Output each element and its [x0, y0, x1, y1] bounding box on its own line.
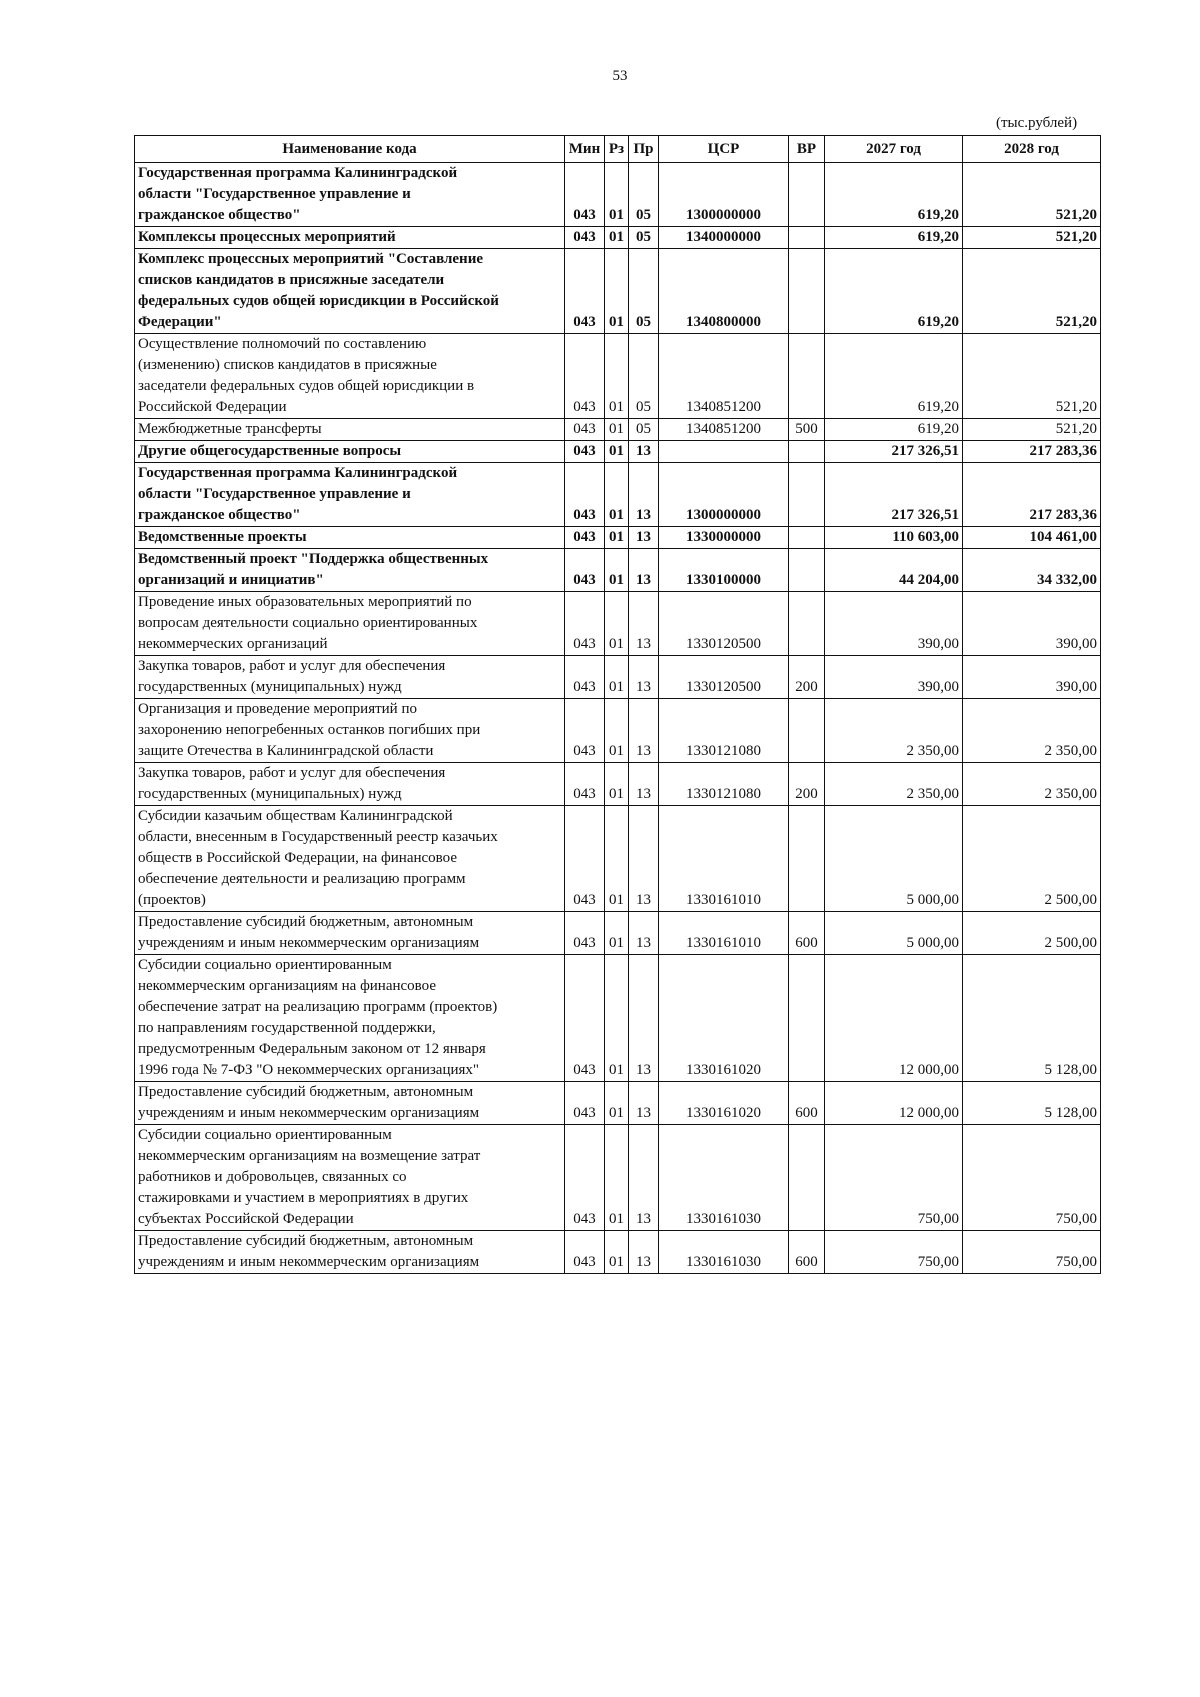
cell-2028: 390,00 — [963, 656, 1101, 699]
table-row — [135, 763, 1101, 806]
table-row — [135, 549, 1101, 592]
cell-min: 043 — [565, 163, 605, 227]
cell-vr: 600 — [789, 912, 825, 955]
cell-2028: 2 500,00 — [963, 806, 1101, 912]
cell-2027: 619,20 — [825, 419, 963, 441]
header-2028: 2028 год — [963, 136, 1101, 163]
cell-name: Субсидии казачьим обществам Калининградской области, внесенным в Государственный реестр казачьих обществ в Российской Федерации, на финансовое обеспечение деятельности и реализацию программ (проектов) — [135, 806, 565, 912]
cell-2028: 217 283,36 — [963, 441, 1101, 463]
cell-min: 043 — [565, 763, 605, 806]
cell-min: 043 — [565, 1125, 605, 1231]
cell-2028: 217 283,36 — [963, 463, 1101, 527]
cell-pr: 05 — [629, 249, 659, 334]
table-row — [135, 1231, 1101, 1274]
cell-min: 043 — [565, 441, 605, 463]
cell-2028: 750,00 — [963, 1125, 1101, 1231]
table-row — [135, 1082, 1101, 1125]
cell-rz: 01 — [605, 227, 629, 249]
cell-min: 043 — [565, 549, 605, 592]
cell-vr: 200 — [789, 763, 825, 806]
cell-pr: 13 — [629, 656, 659, 699]
cell-min: 043 — [565, 1082, 605, 1125]
cell-2028: 390,00 — [963, 592, 1101, 656]
table-row — [135, 1125, 1101, 1231]
cell-vr — [789, 527, 825, 549]
cell-2028: 521,20 — [963, 227, 1101, 249]
cell-min: 043 — [565, 955, 605, 1082]
cell-csr: 1340000000 — [659, 227, 789, 249]
cell-vr — [789, 592, 825, 656]
cell-name: Проведение иных образовательных мероприятий по вопросам деятельности социально ориентированных некоммерческих организаций — [135, 592, 565, 656]
cell-2028: 5 128,00 — [963, 1082, 1101, 1125]
cell-vr: 600 — [789, 1231, 825, 1274]
cell-pr: 13 — [629, 1231, 659, 1274]
cell-rz: 01 — [605, 763, 629, 806]
cell-rz: 01 — [605, 592, 629, 656]
table-row — [135, 955, 1101, 1082]
cell-pr: 13 — [629, 1082, 659, 1125]
table-row — [135, 699, 1101, 763]
cell-2027: 619,20 — [825, 334, 963, 419]
cell-2027: 12 000,00 — [825, 1082, 963, 1125]
cell-2028: 2 500,00 — [963, 912, 1101, 955]
cell-csr: 1330161020 — [659, 955, 789, 1082]
header-rz: Рз — [605, 136, 629, 163]
cell-2028: 5 128,00 — [963, 955, 1101, 1082]
cell-2027: 217 326,51 — [825, 463, 963, 527]
cell-min: 043 — [565, 806, 605, 912]
table-row — [135, 806, 1101, 912]
cell-name: Осуществление полномочий по составлению (изменению) списков кандидатов в присяжные заседатели федеральных судов общей юрисдикции в Российской Федерации — [135, 334, 565, 419]
cell-min: 043 — [565, 463, 605, 527]
cell-2028: 2 350,00 — [963, 699, 1101, 763]
cell-csr: 1330161020 — [659, 1082, 789, 1125]
units-label: (тыс.рублей) — [996, 115, 1078, 131]
cell-pr: 13 — [629, 955, 659, 1082]
cell-csr: 1330121080 — [659, 763, 789, 806]
page-number: 53 — [612, 68, 628, 84]
cell-vr — [789, 699, 825, 763]
cell-pr: 13 — [629, 441, 659, 463]
cell-csr: 1300000000 — [659, 163, 789, 227]
cell-rz: 01 — [605, 463, 629, 527]
cell-rz: 01 — [605, 912, 629, 955]
cell-csr — [659, 441, 789, 463]
cell-pr: 05 — [629, 227, 659, 249]
cell-name: Субсидии социально ориентированным некоммерческим организациям на финансовое обеспечение затрат на реализацию программ (проектов) по направлениям государственной поддержки, предусмотренным Федеральным законом от 12 января 1996 года № 7-ФЗ "О некоммерческих организациях" — [135, 955, 565, 1082]
cell-min: 043 — [565, 1231, 605, 1274]
cell-rz: 01 — [605, 1125, 629, 1231]
cell-pr: 13 — [629, 549, 659, 592]
cell-name: Комплексы процессных мероприятий — [135, 227, 565, 249]
cell-pr: 13 — [629, 699, 659, 763]
cell-vr: 500 — [789, 419, 825, 441]
cell-2028: 521,20 — [963, 249, 1101, 334]
cell-pr: 13 — [629, 527, 659, 549]
cell-rz: 01 — [605, 419, 629, 441]
cell-name: Комплекс процессных мероприятий "Составление списков кандидатов в присяжные заседатели федеральных судов общей юрисдикции в Российской Федерации" — [135, 249, 565, 334]
cell-csr: 1330120500 — [659, 592, 789, 656]
cell-2027: 750,00 — [825, 1231, 963, 1274]
cell-name: Предоставление субсидий бюджетным, автономным учреждениям и иным некоммерческим организациям — [135, 1231, 565, 1274]
cell-csr: 1330161010 — [659, 912, 789, 955]
cell-min: 043 — [565, 527, 605, 549]
cell-2027: 2 350,00 — [825, 699, 963, 763]
cell-csr: 1330100000 — [659, 549, 789, 592]
cell-vr — [789, 806, 825, 912]
cell-rz: 01 — [605, 249, 629, 334]
cell-2027: 619,20 — [825, 163, 963, 227]
cell-rz: 01 — [605, 656, 629, 699]
cell-vr — [789, 463, 825, 527]
cell-csr: 1330121080 — [659, 699, 789, 763]
header-vr: ВР — [789, 136, 825, 163]
table-row — [135, 527, 1101, 549]
cell-vr — [789, 1125, 825, 1231]
cell-2027: 5 000,00 — [825, 806, 963, 912]
cell-name: Организация и проведение мероприятий по захоронению непогребенных останков погибших при защите Отечества в Калининградской области — [135, 699, 565, 763]
header-min: Мин — [565, 136, 605, 163]
cell-name: Предоставление субсидий бюджетным, автономным учреждениям и иным некоммерческим организациям — [135, 1082, 565, 1125]
cell-csr: 1340800000 — [659, 249, 789, 334]
table-row — [135, 592, 1101, 656]
table-row — [135, 463, 1101, 527]
cell-2027: 12 000,00 — [825, 955, 963, 1082]
cell-vr — [789, 955, 825, 1082]
cell-name: Межбюджетные трансферты — [135, 419, 565, 441]
cell-name: Государственная программа Калининградской области "Государственное управление и гражданское общество" — [135, 463, 565, 527]
cell-pr: 05 — [629, 163, 659, 227]
table-row — [135, 912, 1101, 955]
cell-rz: 01 — [605, 441, 629, 463]
cell-2027: 5 000,00 — [825, 912, 963, 955]
cell-vr — [789, 549, 825, 592]
cell-2027: 390,00 — [825, 656, 963, 699]
cell-csr: 1330161030 — [659, 1231, 789, 1274]
table-header-row — [135, 136, 1101, 163]
cell-csr: 1340851200 — [659, 419, 789, 441]
cell-csr: 1340851200 — [659, 334, 789, 419]
cell-2027: 750,00 — [825, 1125, 963, 1231]
cell-rz: 01 — [605, 806, 629, 912]
cell-rz: 01 — [605, 699, 629, 763]
cell-rz: 01 — [605, 549, 629, 592]
cell-name: Государственная программа Калининградской области "Государственное управление и гражданское общество" — [135, 163, 565, 227]
cell-2028: 521,20 — [963, 419, 1101, 441]
cell-rz: 01 — [605, 1082, 629, 1125]
cell-2028: 750,00 — [963, 1231, 1101, 1274]
cell-vr — [789, 249, 825, 334]
header-name: Наименование кода — [135, 136, 565, 163]
cell-vr — [789, 334, 825, 419]
cell-vr — [789, 163, 825, 227]
cell-csr: 1300000000 — [659, 463, 789, 527]
table-row — [135, 334, 1101, 419]
cell-name: Другие общегосударственные вопросы — [135, 441, 565, 463]
header-2027: 2027 год — [825, 136, 963, 163]
cell-vr — [789, 227, 825, 249]
cell-2028: 2 350,00 — [963, 763, 1101, 806]
cell-name: Ведомственные проекты — [135, 527, 565, 549]
cell-2027: 2 350,00 — [825, 763, 963, 806]
cell-csr: 1330000000 — [659, 527, 789, 549]
cell-csr: 1330161030 — [659, 1125, 789, 1231]
cell-name: Предоставление субсидий бюджетным, автономным учреждениям и иным некоммерческим организациям — [135, 912, 565, 955]
cell-2027: 44 204,00 — [825, 549, 963, 592]
cell-pr: 05 — [629, 419, 659, 441]
cell-pr: 13 — [629, 763, 659, 806]
cell-2027: 619,20 — [825, 249, 963, 334]
cell-pr: 13 — [629, 806, 659, 912]
cell-pr: 13 — [629, 912, 659, 955]
cell-2028: 34 332,00 — [963, 549, 1101, 592]
cell-rz: 01 — [605, 334, 629, 419]
cell-pr: 13 — [629, 1125, 659, 1231]
cell-min: 043 — [565, 249, 605, 334]
cell-pr: 13 — [629, 463, 659, 527]
header-csr: ЦСР — [659, 136, 789, 163]
cell-2028: 104 461,00 — [963, 527, 1101, 549]
cell-min: 043 — [565, 699, 605, 763]
table-row — [135, 419, 1101, 441]
cell-vr: 200 — [789, 656, 825, 699]
budget-table — [134, 135, 1101, 1274]
cell-min: 043 — [565, 227, 605, 249]
cell-pr: 13 — [629, 592, 659, 656]
header-pr: Пр — [629, 136, 659, 163]
cell-name: Закупка товаров, работ и услуг для обеспечения государственных (муниципальных) нужд — [135, 763, 565, 806]
cell-rz: 01 — [605, 163, 629, 227]
table-row — [135, 227, 1101, 249]
cell-min: 043 — [565, 656, 605, 699]
cell-rz: 01 — [605, 527, 629, 549]
cell-2027: 390,00 — [825, 592, 963, 656]
cell-csr: 1330161010 — [659, 806, 789, 912]
cell-rz: 01 — [605, 1231, 629, 1274]
cell-min: 043 — [565, 912, 605, 955]
table-body — [135, 163, 1101, 1274]
cell-2028: 521,20 — [963, 334, 1101, 419]
cell-2028: 521,20 — [963, 163, 1101, 227]
cell-vr: 600 — [789, 1082, 825, 1125]
cell-vr — [789, 441, 825, 463]
cell-pr: 05 — [629, 334, 659, 419]
table-row — [135, 249, 1101, 334]
cell-2027: 619,20 — [825, 227, 963, 249]
cell-name: Субсидии социально ориентированным некоммерческим организациям на возмещение затрат работников и добровольцев, связанных со стажировками и участием в мероприятиях в других субъектах Российской Федерации — [135, 1125, 565, 1231]
cell-min: 043 — [565, 592, 605, 656]
cell-rz: 01 — [605, 955, 629, 1082]
cell-min: 043 — [565, 419, 605, 441]
table-row — [135, 163, 1101, 227]
cell-2027: 217 326,51 — [825, 441, 963, 463]
table-row — [135, 656, 1101, 699]
cell-min: 043 — [565, 334, 605, 419]
table-row — [135, 441, 1101, 463]
cell-csr: 1330120500 — [659, 656, 789, 699]
cell-2027: 110 603,00 — [825, 527, 963, 549]
cell-name: Закупка товаров, работ и услуг для обеспечения государственных (муниципальных) нужд — [135, 656, 565, 699]
cell-name: Ведомственный проект "Поддержка общественных организаций и инициатив" — [135, 549, 565, 592]
